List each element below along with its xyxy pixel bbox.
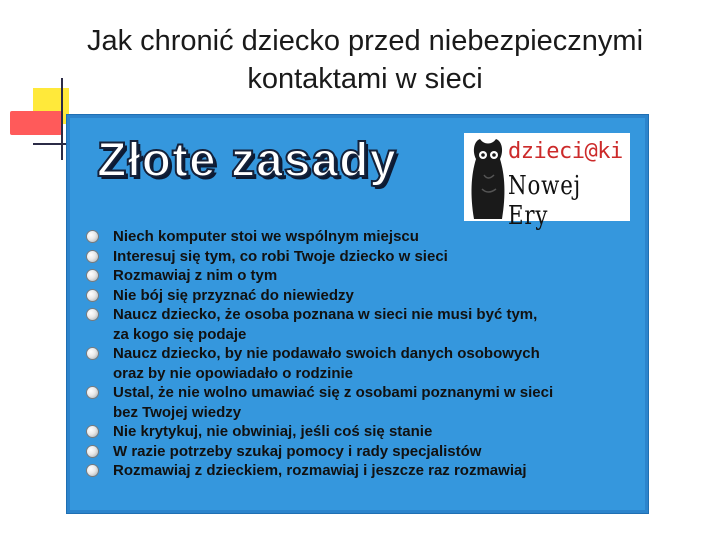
bullet-icon (87, 387, 98, 398)
logo-text-bottom: Nowej Ery (508, 171, 582, 231)
bullet-icon (87, 251, 98, 262)
list-item (87, 247, 637, 267)
bullet-icon (87, 426, 98, 437)
decorative-red-bar (10, 111, 62, 135)
rule-text-line: Nie bój się przyznać do niewiedzy (113, 286, 354, 304)
rule-text-line: bez Twojej wiedzy (113, 403, 242, 421)
bullet-icon (87, 270, 98, 281)
list-item (87, 383, 637, 422)
bullet-icon (87, 290, 98, 301)
list-item (87, 305, 637, 344)
list-item (87, 286, 637, 306)
list-item (87, 461, 637, 481)
slide-title-line-2: kontaktami w sieci (247, 63, 483, 95)
poster-heading: Złote zasady (97, 134, 398, 187)
list-item (87, 344, 637, 383)
rule-text-line: Interesuj się tym, co robi Twoje dziecko w sieci (113, 247, 448, 265)
rule-text-line: oraz by nie opowiadało o rodzinie (113, 364, 354, 382)
rules-list (87, 227, 637, 481)
owl-icon (468, 135, 508, 221)
bullet-icon (87, 465, 98, 476)
rule-text-line: W razie potrzeby szukaj pomocy i rady specjalistów (113, 442, 482, 460)
list-item (87, 442, 637, 462)
rule-text-line: Rozmawiaj z dzieckiem, rozmawiaj i jeszcze raz rozmawiaj (113, 462, 527, 479)
slide-title-line-1: Jak chronić dziecko przed niebezpiecznymi (86, 25, 644, 57)
rule-text-line: za kogo się podaje (113, 325, 247, 343)
rule-text-line: Niech komputer stoi we wspólnym miejscu (113, 228, 419, 245)
logo (464, 133, 630, 231)
rule-text-line: Ustal, że nie wolno umawiać się z osobami poznanymi w sieci (113, 384, 554, 401)
bullet-icon (87, 309, 98, 320)
list-item (87, 266, 637, 286)
list-item (87, 422, 637, 442)
rule-text-line: Naucz dziecko, by nie podawało swoich danych osobowych (113, 345, 540, 362)
list-item (87, 227, 637, 247)
slide-title (50, 22, 680, 98)
rule-text-line: Nie krytykuj, nie obwiniaj, jeśli coś się stanie (113, 423, 433, 440)
rules-poster (66, 114, 649, 514)
bullet-icon (87, 446, 98, 457)
bullet-icon (87, 348, 98, 359)
rule-text-line: Naucz dziecko, że osoba poznana w sieci nie musi być tym, (113, 306, 538, 323)
bullet-icon (87, 231, 98, 242)
rule-text-line: Rozmawiaj z nim o tym (113, 267, 278, 284)
logo-text-top: dzieci@ki (508, 139, 623, 164)
